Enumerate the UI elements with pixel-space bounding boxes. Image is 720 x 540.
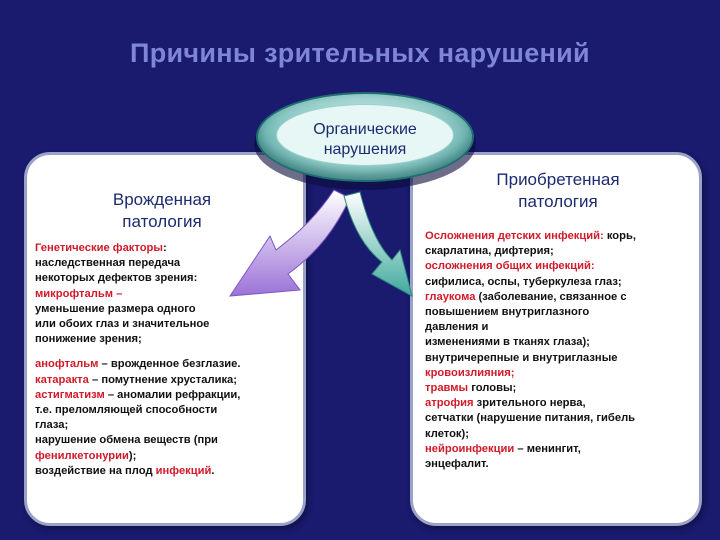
text-line: глаза; <box>35 419 69 432</box>
red-term: атрофия <box>425 397 474 410</box>
text-fragment: – помутнение хрусталика; <box>88 373 237 386</box>
text-line: скарлатина, дифтерия; <box>425 245 554 258</box>
text-line: т.е. преломляющей способности <box>35 404 218 417</box>
text-line: сетчатки (нарушение питания, гибель <box>425 412 636 425</box>
organic-disorders-oval <box>256 92 474 182</box>
text-fragment: зрительного нерва, <box>473 397 586 410</box>
red-term: Генетические факторы <box>35 242 163 254</box>
text-fragment: ); <box>128 449 137 462</box>
heading-line: патология <box>518 192 598 211</box>
red-term: катаракта <box>35 373 89 386</box>
text-fragment: – менингит, <box>514 442 581 455</box>
red-term: фенилкетонурии <box>35 449 129 462</box>
text-fragment: головы; <box>468 382 517 395</box>
text-line: понижение зрения; <box>35 333 142 346</box>
text-fragment: – аномалии рефракции, <box>104 388 241 401</box>
right-curved-arrow <box>344 192 412 296</box>
red-term: кровоизлияния; <box>425 366 515 379</box>
organic-disorders-label <box>258 120 472 160</box>
text-fragment: : <box>162 242 167 254</box>
left-curved-arrow <box>230 190 350 296</box>
text-line: клеток); <box>425 427 469 440</box>
red-term: травмы <box>425 382 469 395</box>
text-line: давления и <box>425 321 489 334</box>
text-line: некоторых дефектов зрения: <box>35 272 198 285</box>
label-line: Органические <box>313 121 417 138</box>
red-term: осложнения общих инфекций: <box>425 260 595 273</box>
text-fragment: – врожденное безглазие. <box>98 358 241 371</box>
label-line: нарушения <box>323 141 407 158</box>
red-term: нейроинфекции <box>425 442 515 455</box>
page-title: Причины зрительных нарушений <box>130 38 590 68</box>
text-line: энцефалит. <box>425 458 489 471</box>
text-fragment: корь, <box>603 230 636 242</box>
red-term: анофтальм <box>35 358 99 371</box>
text-line: уменьшение размера одного <box>35 302 196 315</box>
red-term: микрофтальм – <box>35 287 123 300</box>
heading-line: Врожденная <box>112 190 212 209</box>
text-line: внутричерепные и внутриглазные <box>425 351 618 364</box>
red-term: астигматизм <box>35 388 105 401</box>
text-fragment: воздействие на плод <box>35 464 156 477</box>
text-line: или обоих глаз и значительное <box>35 318 210 331</box>
heading-line: Приобретенная <box>496 170 620 189</box>
text-fragment: . <box>211 464 215 477</box>
text-line: нарушение обмена веществ (при <box>35 434 218 447</box>
text-line: повышением внутриглазного <box>425 306 590 319</box>
text-line: сифилиса, оспы, туберкулеза глаз; <box>425 275 622 288</box>
red-term: глаукома <box>425 290 476 303</box>
text-line: наследственная передача <box>35 257 181 270</box>
text-fragment: (заболевание, связанное с <box>475 290 627 303</box>
heading-line: патология <box>122 212 202 231</box>
red-term: Осложнения детских инфекций: <box>425 230 604 242</box>
red-term: инфекций <box>155 464 212 477</box>
text-line: изменениями в тканях глаза); <box>425 336 590 349</box>
